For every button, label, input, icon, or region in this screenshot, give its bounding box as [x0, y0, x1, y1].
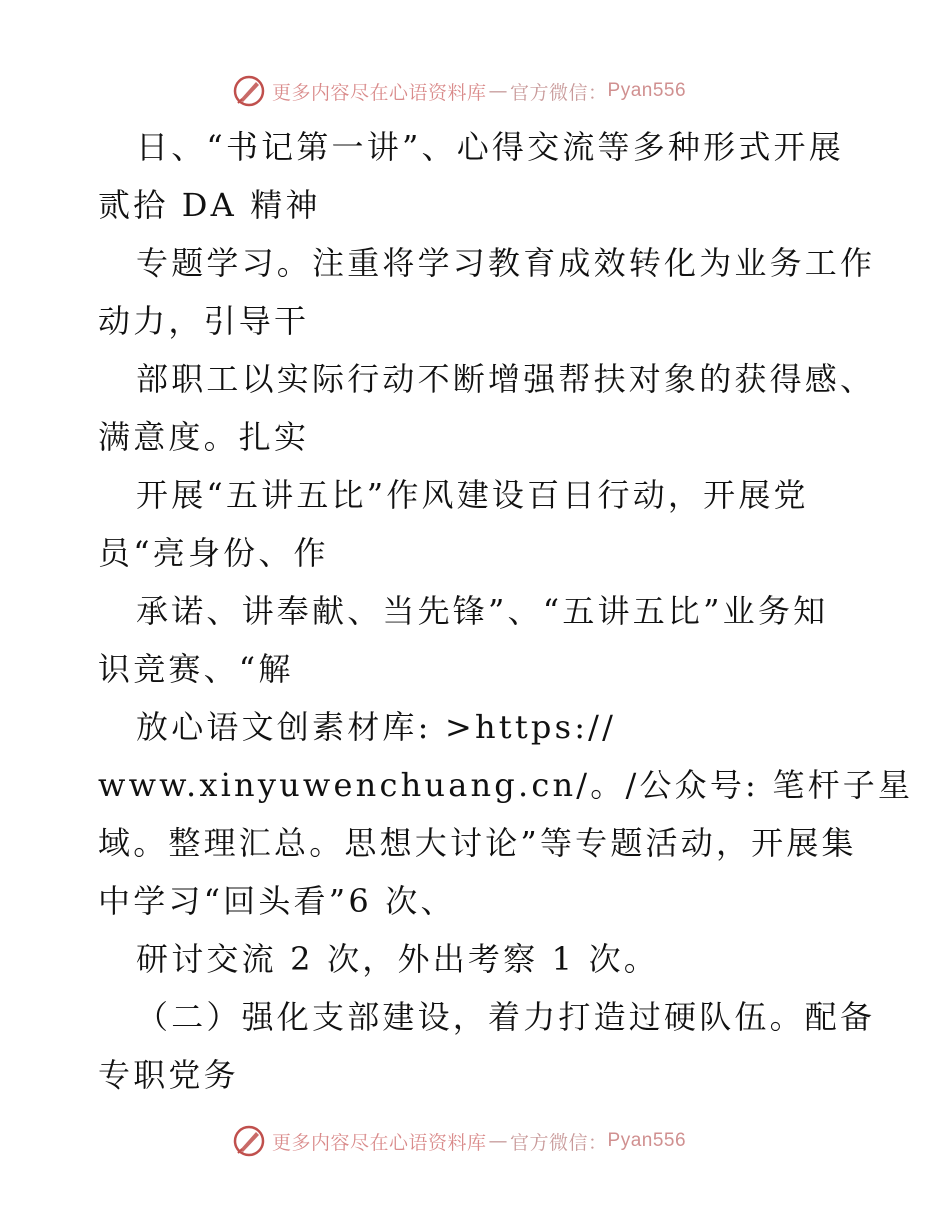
watermark-wechat-id: Pyan556 — [607, 1130, 687, 1151]
text-line: 日、“书记第一讲”、心得交流等多种形式开展 — [136, 128, 844, 166]
footer-watermark — [232, 1124, 686, 1158]
text-line: 研讨交流 2 次，外出考察 1 次。 — [136, 940, 660, 978]
feather-pen-logo-icon — [232, 1124, 266, 1158]
feather-pen-logo-icon — [232, 74, 266, 108]
text-line: www.xinyuwenchuang.cn/。/公众号: 笔杆子星 — [98, 766, 914, 804]
watermark-wechat-label: 官方微信： — [510, 1131, 608, 1154]
text-line: 放心语文创素材库: >https:// — [136, 708, 617, 746]
watermark-dash: — — [488, 1130, 509, 1152]
text-line: 域。整理汇总。思想大讨论”等专题活动，开展集 — [98, 824, 857, 862]
text-line: 专职党务 — [98, 1056, 239, 1094]
text-line: 识竞赛、“解 — [98, 650, 294, 688]
text-line: 开展“五讲五比”作风建设百日行动，开展党 — [136, 476, 809, 514]
text-line: 满意度。扎实 — [98, 418, 310, 456]
header-watermark — [232, 74, 686, 108]
watermark-title: 更多内容尽在心语资料库 — [272, 1131, 487, 1154]
watermark-dash: — — [488, 80, 509, 102]
text-line: （二）强化支部建设，着力打造过硬队伍。配备 — [136, 998, 876, 1036]
watermark-title: 更多内容尽在心语资料库 — [272, 81, 487, 104]
text-line: 专题学习。注重将学习教育成效转化为业务工作 — [136, 244, 876, 282]
text-line: 部职工以实际行动不断增强帮扶对象的获得感、 — [136, 360, 876, 398]
document-body — [98, 118, 914, 1104]
watermark-wechat-id: Pyan556 — [607, 80, 687, 101]
text-line: 员“亮身份、作 — [98, 534, 329, 572]
text-line: 承诺、讲奉献、当先锋”、“五讲五比”业务知 — [136, 592, 829, 630]
text-line: 贰拾 DA 精神 — [98, 186, 321, 224]
text-line: 中学习“回头看”6 次、 — [98, 882, 456, 920]
watermark-wechat-label: 官方微信： — [510, 81, 608, 104]
text-line: 动力，引导干 — [98, 302, 310, 340]
